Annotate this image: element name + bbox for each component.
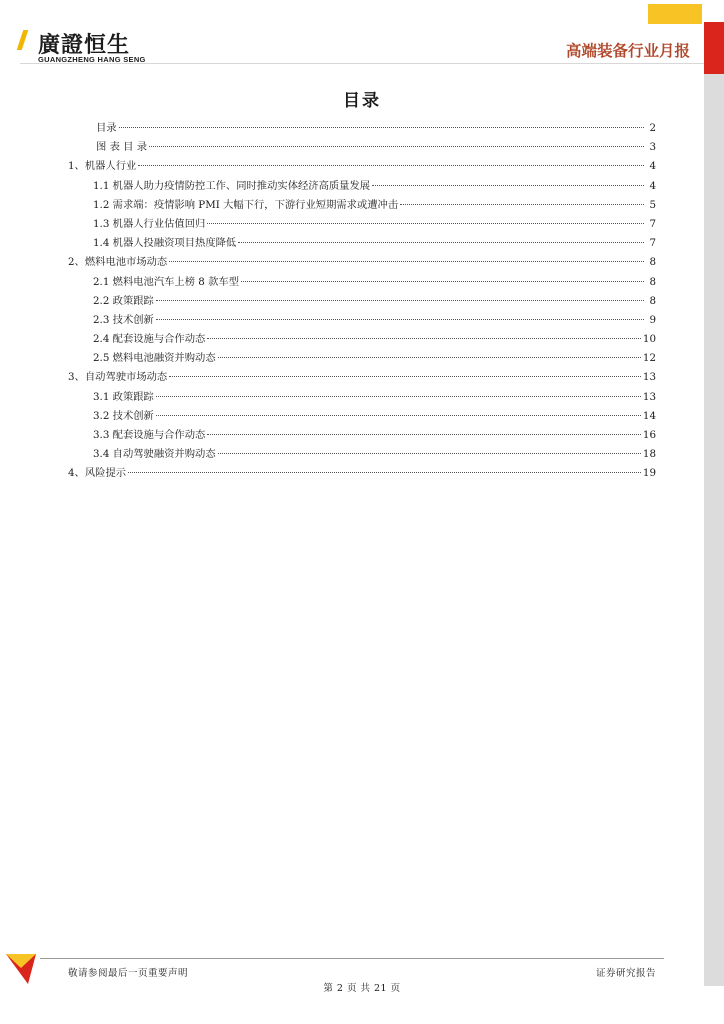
toc-entry-label: 1.3 机器人行业估值回归 bbox=[93, 217, 206, 230]
footer-notice: 敬请参阅最后一页重要声明 bbox=[68, 968, 189, 979]
toc-leader-dots bbox=[241, 281, 644, 282]
toc-entry[interactable] bbox=[68, 368, 656, 387]
toc-entry-label: 2.2 政策跟踪 bbox=[93, 294, 154, 307]
toc-entry[interactable] bbox=[68, 292, 656, 311]
toc-entry[interactable] bbox=[68, 215, 656, 234]
toc-entry-page: 8 bbox=[649, 275, 656, 288]
toc-leader-dots bbox=[156, 396, 641, 397]
toc-entry-page: 10 bbox=[642, 333, 656, 346]
toc-leader-dots bbox=[207, 223, 644, 224]
toc-leader-dots bbox=[169, 376, 641, 377]
toc-entry-label: 2.4 配套设施与合作动态 bbox=[93, 333, 206, 346]
toc-entry-page: 19 bbox=[642, 467, 656, 480]
toc-leader-dots bbox=[156, 319, 644, 320]
toc-leader-dots bbox=[372, 185, 644, 186]
toc-entry-label: 1.1 机器人助力疫情防控工作、同时推动实体经济高质量发展 bbox=[93, 179, 371, 192]
toc-entry[interactable] bbox=[68, 388, 656, 407]
toc-leader-dots bbox=[218, 453, 641, 454]
toc-entry[interactable] bbox=[68, 349, 656, 368]
toc-entry-label: 3.4 自动驾驶融资并购动态 bbox=[93, 448, 216, 461]
toc-entry-page: 9 bbox=[649, 313, 656, 326]
toc-leader-dots bbox=[119, 127, 644, 128]
toc-entry-label: 3.3 配套设施与合作动态 bbox=[93, 429, 206, 441]
toc-entry-page: 2 bbox=[649, 122, 656, 134]
toc-leader-dots bbox=[400, 204, 644, 205]
toc-entry-page: 5 bbox=[649, 198, 656, 211]
toc-title: 目录 bbox=[343, 91, 381, 111]
toc-entry[interactable] bbox=[68, 311, 656, 330]
toc-entry-page: 18 bbox=[642, 448, 656, 461]
toc-entry-label: 2.3 技术创新 bbox=[93, 313, 154, 326]
toc-entry-label: 3、自动驾驶市场动态 bbox=[68, 371, 168, 384]
toc-entry[interactable] bbox=[68, 464, 656, 483]
footer-page-number: 第 2 页 共 21 页 bbox=[323, 983, 401, 994]
toc-entry[interactable] bbox=[68, 273, 656, 292]
header-divider bbox=[20, 63, 704, 64]
toc-entry[interactable] bbox=[68, 445, 656, 464]
footer-divider bbox=[40, 958, 664, 959]
logo-english-name: GUANGZHENG HANG SENG bbox=[38, 55, 146, 64]
toc-entry[interactable] bbox=[68, 253, 656, 272]
toc-leader-dots bbox=[218, 357, 641, 358]
toc-entry-label: 1.4 机器人投融资项目热度降低 bbox=[93, 237, 237, 250]
toc-entry-label: 3.2 技术创新 bbox=[93, 409, 154, 422]
toc-entry-page: 13 bbox=[642, 390, 656, 403]
toc-entry[interactable] bbox=[68, 138, 656, 157]
toc-entry[interactable] bbox=[68, 157, 656, 176]
toc-list bbox=[68, 119, 656, 484]
toc-entry-label: 3.1 政策跟踪 bbox=[93, 390, 154, 403]
toc-entry-label: 2.5 燃料电池融资并购动态 bbox=[93, 352, 216, 365]
toc-entry[interactable] bbox=[68, 119, 656, 138]
toc-entry-page: 7 bbox=[649, 217, 656, 230]
toc-entry[interactable] bbox=[68, 426, 656, 445]
toc-entry[interactable] bbox=[68, 330, 656, 349]
toc-entry-page: 13 bbox=[642, 371, 656, 384]
toc-entry-page: 8 bbox=[649, 294, 656, 307]
corner-yellow-tab bbox=[648, 4, 702, 24]
toc-entry[interactable] bbox=[68, 407, 656, 426]
toc-leader-dots bbox=[238, 242, 644, 243]
toc-entry-label: 2、燃料电池市场动态 bbox=[68, 256, 168, 269]
report-title: 高端装备行业月报 bbox=[565, 42, 690, 60]
toc-entry-label: 图 表 目 录 bbox=[96, 141, 148, 154]
toc-entry-label: 1、机器人行业 bbox=[68, 160, 137, 173]
toc-entry-page: 3 bbox=[649, 141, 656, 154]
toc-entry-label: 1.2 需求端：疫情影响 PMI 大幅下行，下游行业短期需求或遭冲击 bbox=[93, 198, 399, 211]
toc-leader-dots bbox=[149, 146, 644, 147]
toc-entry-page: 8 bbox=[649, 256, 656, 269]
logo-chinese-name: 廣證恒生 bbox=[38, 33, 131, 58]
toc-leader-dots bbox=[138, 165, 644, 166]
logo-accent-mark bbox=[17, 30, 28, 50]
toc-entry[interactable] bbox=[68, 196, 656, 215]
toc-leader-dots bbox=[169, 261, 644, 262]
toc-entry-page: 12 bbox=[642, 352, 656, 365]
toc-leader-dots bbox=[128, 472, 641, 473]
toc-entry-page: 16 bbox=[642, 429, 656, 441]
footer-doc-type: 证券研究报告 bbox=[595, 968, 656, 979]
side-red-bar bbox=[704, 22, 724, 74]
toc-leader-dots bbox=[207, 434, 641, 435]
toc-leader-dots bbox=[156, 300, 644, 301]
toc-entry-page: 4 bbox=[649, 179, 656, 192]
toc-entry[interactable] bbox=[68, 177, 656, 196]
toc-entry-label: 目录 bbox=[96, 122, 117, 134]
toc-entry-label: 2.1 燃料电池汽车上榜 8 款车型 bbox=[93, 275, 240, 288]
side-grey-bar bbox=[704, 74, 724, 986]
toc-entry-page: 4 bbox=[649, 160, 656, 173]
toc-leader-dots bbox=[156, 415, 641, 416]
toc-entry[interactable] bbox=[68, 234, 656, 253]
toc-entry-page: 7 bbox=[649, 237, 656, 250]
toc-entry-label: 4、风险提示 bbox=[68, 467, 127, 480]
toc-entry-page: 14 bbox=[642, 409, 656, 422]
toc-leader-dots bbox=[207, 338, 641, 339]
